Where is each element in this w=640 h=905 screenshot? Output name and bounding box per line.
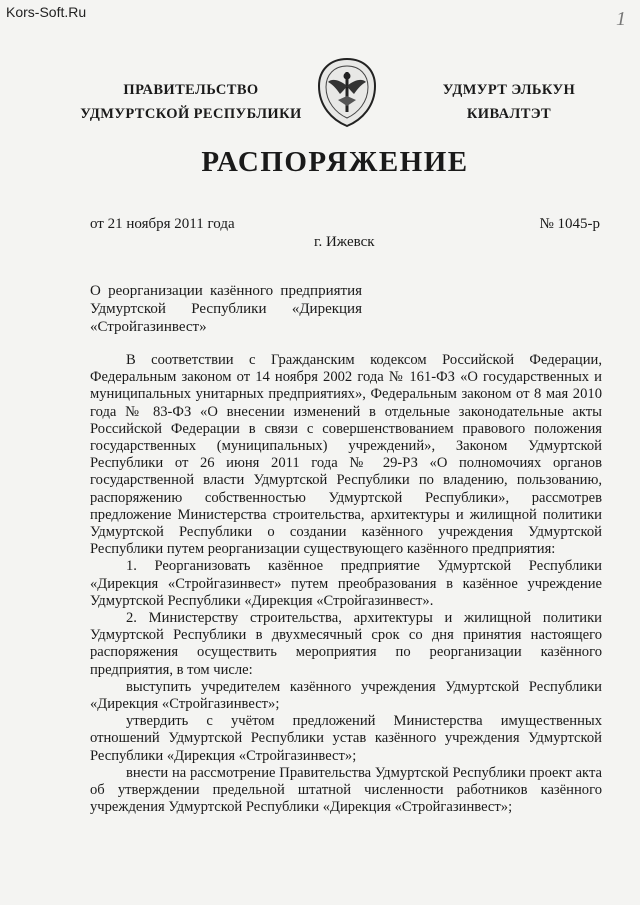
coat-of-arms-icon — [316, 56, 378, 128]
header-left-line2: УДМУРТСКОЙ РЕСПУБЛИКИ — [80, 106, 302, 122]
document-body — [90, 352, 602, 816]
paragraph-subitem: выступить учредителем казённого учреждения Удмуртской Республики «Дирекция «Стройгазинвест»; — [90, 678, 602, 713]
paragraph-item-2: 2. Министерству строительства, архитектуры и жилищной политики Удмуртской Республики в двухмесячный срок со дня принятия настоящего распоряжения осуществить мероприятия по реорганизации казённого предприятия, в том числе: — [90, 610, 602, 678]
header-right-line2: КИВАЛТЭТ — [466, 106, 552, 122]
document-subject: О реорганизации казённого предприятия Удмуртской Республики «Дирекция «Стройгазинвест» — [90, 283, 362, 335]
government-name-udmurt — [424, 78, 594, 126]
paragraph-item-1: 1. Реорганизовать казённое предприятие Удмуртской Республики «Дирекция «Стройгазинвест» путем преобразования в казённое учреждение Удмуртской Республики «Дирекция «Стройгазинвест». — [90, 558, 602, 609]
header-left-line1: ПРАВИТЕЛЬСТВО — [123, 82, 259, 98]
header-right-line1: УДМУРТ ЭЛЬКУН — [442, 82, 576, 98]
page-mark: 1 — [616, 8, 626, 30]
government-name-russian — [76, 78, 306, 126]
watermark: Kors-Soft.Ru — [6, 4, 87, 20]
paragraph-preamble: В соответствии с Гражданским кодексом Российской Федерации, Федеральным законом от 14 ноября 2002 года № 161-ФЗ «О государственных и муниципальных унитарных предприятиях», Федеральным законом от 8 мая 2010 года № 83-ФЗ «О внесении изменений в отдельные законодательные акты Российской Федерации в связи с совершенствованием правового положения государственных (муниципальных) учреждений», Законом Удмуртской Республики от 26 июня 2011 года № 29-РЗ «О полномочиях органов государственной власти Удмуртской Республики по владению, пользованию, распоряжению собственностью Удмуртской Республики», рассмотрев предложение Министерства строительства, архитектуры и жилищной политики Удмуртской Республики о создании казённого учреждения Удмуртской Республики путем реорганизации существующего казённого предприятия: — [90, 352, 602, 558]
paragraph-subitem: утвердить с учётом предложений Министерства имущественных отношений Удмуртской Республики устав казённого учреждения Удмуртской Республики «Дирекция «Стройгазинвест»; — [90, 713, 602, 764]
document-city: г. Ижевск — [314, 234, 375, 250]
document-date: от 21 ноября 2011 года — [90, 216, 235, 232]
document-number: № 1045-р — [539, 216, 600, 232]
paragraph-subitem: внести на рассмотрение Правительства Удмуртской Республики проект акта об утверждении предельной штатной численности работников казённого учреждения Удмуртской Республики «Дирекция «Стройгазинвест»; — [90, 764, 602, 816]
document-title: РАСПОРЯЖЕНИЕ — [201, 146, 469, 178]
